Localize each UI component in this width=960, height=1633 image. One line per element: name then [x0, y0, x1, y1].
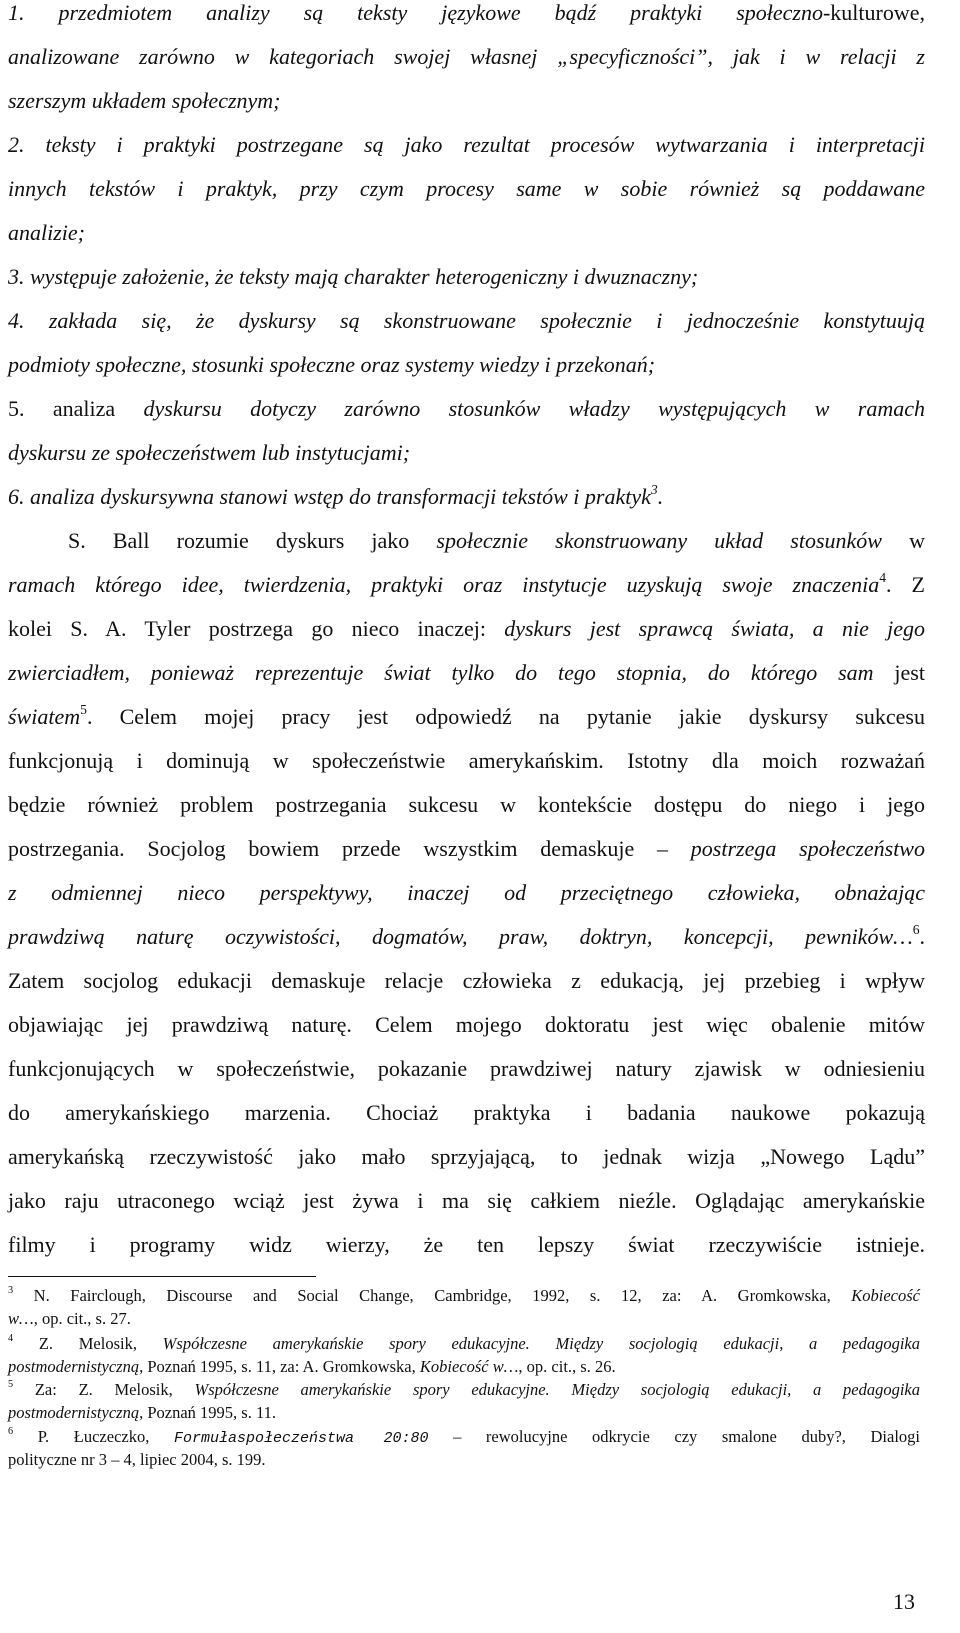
footnote-number: 3 — [8, 1285, 14, 1297]
footnote-text: , op. cit., s. 27. — [33, 1309, 131, 1328]
footnote-number: 6 — [8, 1426, 14, 1438]
footnote-text: Za: Z. Melosik, — [13, 1380, 195, 1399]
body-italic: społecznie skonstruowany układ stosunków — [436, 528, 882, 553]
body-italic: ramach którego idee, twierdzenia, praktyki oraz instytucje uzyskują swoje znaczenia — [8, 572, 880, 597]
body-text: . Z — [886, 572, 925, 597]
list-item-1-line-3: szerszym układem społecznym; — [8, 88, 281, 113]
footnote-text: , Poznań 1995, s. 11, za: A. Gromkowska, — [139, 1357, 420, 1376]
list-item-1-line-2: analizowane zarówno w kategoriach swojej własnej „specyficzności”, jak i w relacji z — [8, 44, 925, 69]
footnote-italic: Kobiecość — [851, 1286, 920, 1305]
body-line-12: objawiając jej prawdziwą naturę. Celem mojego doktoratu jest więc obalenie mitów — [8, 1012, 925, 1037]
body-line-10 — [8, 924, 925, 950]
body-italic: prawdziwą naturę oczywistości, dogmatów, praw, doktryn, koncepcji, pewników… — [8, 924, 913, 949]
body-text: jest — [873, 660, 925, 685]
list-item-2-line-3: analizie; — [8, 220, 85, 245]
body-line-14: do amerykańskiego marzenia. Chociaż praktyka i badania naukowe pokazują — [8, 1100, 925, 1125]
footnote-ref-5[interactable]: 5 — [80, 702, 87, 718]
body-line-8 — [8, 836, 925, 862]
list-item-3: 3. występuje założenie, że teksty mają charakter heterogeniczny i dwuznaczny; — [8, 264, 699, 289]
footnote-number: 4 — [8, 1333, 14, 1345]
body-line-5 — [8, 704, 925, 730]
footnote-italic: Współczesne amerykańskie spory edukacyjne. Między socjologią edukacji, a pedagogika — [162, 1334, 920, 1353]
list-item-2-line-2: innych tekstów i praktyk, przy czym procesy same w sobie również są poddawane — [8, 176, 925, 201]
footnote-number: 5 — [8, 1379, 14, 1391]
body-line-16: jako raju utraconego wciąż jest żywa i ma się całkiem nieźle. Oglądając amerykańskie — [8, 1188, 925, 1213]
body-italic: światem — [8, 704, 81, 729]
list-item-5-text: dyskursu dotyczy zarówno stosunków władzy występujących w ramach — [143, 396, 925, 421]
list-item-1-text: 1. przedmiotem analizy są teksty językowe bądź praktyki społeczno- — [8, 0, 831, 25]
footnote-text: P. Łuczeczko, — [13, 1427, 174, 1446]
body-line-3 — [8, 616, 925, 642]
footnote-6-line-2: polityczne nr 3 – 4, lipiec 2004, s. 199. — [8, 1450, 266, 1469]
body-italic: dyskurs jest sprawcą świata, a nie jego — [504, 616, 925, 641]
footnote-ref-6[interactable]: 6 — [912, 922, 920, 938]
footnote-text: N. Fairclough, Discourse and Social Change, Cambridge, 1992, s. 12, za: A. Gromkowska, — [13, 1286, 852, 1305]
list-item-4-line-2: podmioty społeczne, stosunki społeczne oraz systemy wiedzy i przekonań; — [8, 352, 656, 377]
footnote-text: , op. cit., s. 26. — [518, 1357, 616, 1376]
footnote-italic: postmodernistyczną — [8, 1403, 140, 1422]
footnote-text: , Poznań 1995, s. 11. — [139, 1403, 276, 1422]
body-line-15: amerykańską rzeczywistość jako mało sprzyjającą, to jednak wizja „Nowego Lądu” — [8, 1144, 925, 1169]
footnote-italic: Formułaspołeczeństwa 20:80 — [173, 1430, 429, 1447]
footnote-italic: w… — [8, 1309, 34, 1328]
body-italic: zwierciadłem, ponieważ reprezentuje świat tylko do tego stopnia, do którego sam — [8, 660, 874, 685]
body-line-13: funkcjonujących w społeczeństwie, pokazanie prawdziwej natury zjawisk w odniesieniu — [8, 1056, 925, 1081]
body-line-4 — [8, 660, 925, 686]
footnote-3-line-2 — [8, 1309, 131, 1329]
body-text: postrzegania. Socjolog bowiem przede wszystkim demaskuje – — [8, 836, 691, 861]
footnote-italic: postmodernistyczną — [8, 1357, 140, 1376]
footnote-4-line-1 — [8, 1334, 920, 1354]
footnote-text: – rewolucyjne odkrycie czy smalone duby?, Dialogi — [428, 1427, 920, 1446]
list-item-5-line-2: dyskursu ze społeczeństwem lub instytucjami; — [8, 440, 411, 465]
body-text: kolei S. A. Tyler postrzega go nieco inaczej: — [8, 616, 505, 641]
list-item-5-line-1 — [8, 396, 925, 422]
body-line-17: filmy i programy widz wierzy, że ten lepszy świat rzeczywiście istnieje. — [8, 1232, 925, 1257]
list-item-4-line-1: 4. zakłada się, że dyskursy są skonstruowane społecznie i jednocześnie konstytuują — [8, 308, 925, 333]
list-item-1-line-1 — [8, 0, 925, 26]
footnote-italic: Kobiecość w… — [419, 1357, 519, 1376]
footnote-5-line-2 — [8, 1403, 276, 1423]
page-number: 13 — [893, 1589, 915, 1614]
footnote-separator — [8, 1276, 316, 1277]
body-line-1 — [68, 528, 925, 554]
list-item-6 — [8, 484, 663, 510]
body-line-9: z odmiennej nieco perspektywy, inaczej od przeciętnego człowieka, obnażając — [8, 880, 925, 905]
footnote-3-line-1 — [8, 1286, 920, 1306]
list-item-6-text: 6. analiza dyskursywna stanowi wstęp do transformacji tekstów i praktyk — [8, 484, 651, 509]
footnote-italic: Współczesne amerykańskie spory edukacyjne. Między socjologią edukacji, a pedagogika — [194, 1380, 920, 1399]
footnote-ref-3[interactable]: 3 — [650, 482, 658, 498]
footnote-text: Z. Melosik, — [13, 1334, 163, 1353]
list-item-5-lead: 5. analiza — [8, 396, 144, 421]
body-italic: postrzega społeczeństwo — [690, 836, 925, 861]
list-item-1-text-upright: kulturowe, — [830, 0, 925, 25]
body-line-11: Zatem socjolog edukacji demaskuje relacje człowieka z edukacją, jej przebieg i wpływ — [8, 968, 925, 993]
footnote-5-line-1 — [8, 1380, 920, 1400]
body-line-6: funkcjonują i dominują w społeczeństwie amerykańskim. Istotny dla moich rozważań — [8, 748, 925, 773]
body-line-2 — [8, 572, 925, 598]
footnote-ref-4[interactable]: 4 — [879, 570, 887, 586]
body-text: S. Ball rozumie dyskurs jako — [68, 528, 437, 553]
list-item-6-end: . — [657, 484, 664, 509]
footnote-4-line-2 — [8, 1357, 616, 1377]
body-text: w — [881, 528, 925, 553]
body-text: . Celem mojej pracy jest odpowiedź na pytanie jakie dyskursy sukcesu — [86, 704, 925, 729]
body-text: . — [919, 924, 925, 949]
footnote-6-line-1 — [8, 1427, 920, 1447]
body-line-7: będzie również problem postrzegania sukcesu w kontekście dostępu do niego i jego — [8, 792, 925, 817]
list-item-2-line-1: 2. teksty i praktyki postrzegane są jako rezultat procesów wytwarzania i interpretacji — [8, 132, 925, 157]
